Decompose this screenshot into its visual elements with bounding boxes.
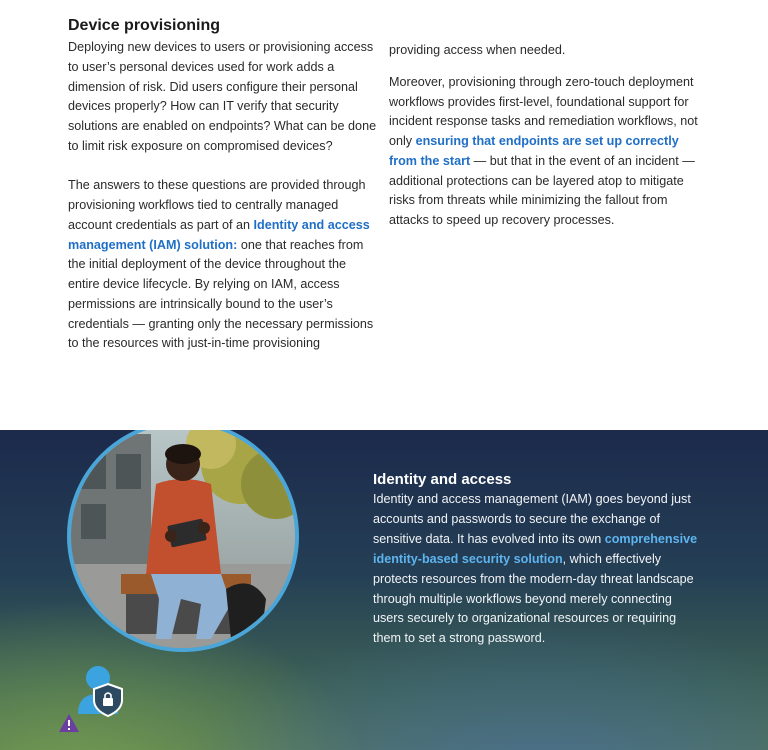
paragraph <box>68 176 380 354</box>
paragraph-text: Identity and access management (IAM) goes beyond just accounts and passwords to secure the exchange of sensitive data. It has evolved into its own <box>373 492 691 546</box>
paragraph: Deploying new devices to users or provisioning access to user’s personal devices used for work adds a dimension of risk. Did users configure their personal devices properly? How can IT verify that security solutions are enabled on endpoints? What can be done to limit risk exposure on compromised devices? <box>68 40 377 153</box>
paragraph-text: — but that in the event of an incident — additional protections can be layered atop to mitigate risks from threats while minimizing the fallout from attacks to speed up recovery processes. <box>389 153 695 227</box>
lock-icon <box>103 698 113 706</box>
paragraph-text: , which effectively protects resources from the modern-day threat landscape through multiple workflows beyond merely connecting users securely to organizational resources or requiring them to set a strong password. <box>373 551 694 646</box>
iam-solution-link[interactable]: Identity and access management (IAM) solution: <box>68 217 370 252</box>
identity-access-section <box>0 430 768 750</box>
paragraph: providing access when needed. <box>389 43 566 57</box>
warning-icon <box>58 713 80 738</box>
right-column <box>389 41 699 231</box>
person-with-tablet-photo <box>67 430 299 652</box>
section-title: Device provisioning <box>68 17 221 34</box>
paragraph-text: one that reaches from the initial deployment of the device throughout the entire device lifecycle. By relying on IAM, access permissions are intrinsically bound to the user’s credentials — granting only the necessary permissions to the resources with just-in-time provisioning <box>68 237 374 351</box>
ensuring-endpoints-link[interactable]: ensuring that endpoints are set up correctly from the start <box>389 134 679 168</box>
identity-security-link[interactable]: comprehensive identity-based security solution <box>373 531 698 566</box>
identity-paragraph <box>373 490 703 649</box>
paragraph-text: The answers to these questions are provided through provisioning workflows tied to centrally managed account credentials as part of an <box>68 178 366 232</box>
paragraph-text: Moreover, provisioning through zero-touch deployment workflows provides first-level, foundational support for incident response tasks and remediation workflows, not only <box>389 74 698 148</box>
left-column <box>68 38 380 354</box>
paragraph <box>389 73 699 231</box>
identity-title: Identity and access <box>373 471 512 488</box>
